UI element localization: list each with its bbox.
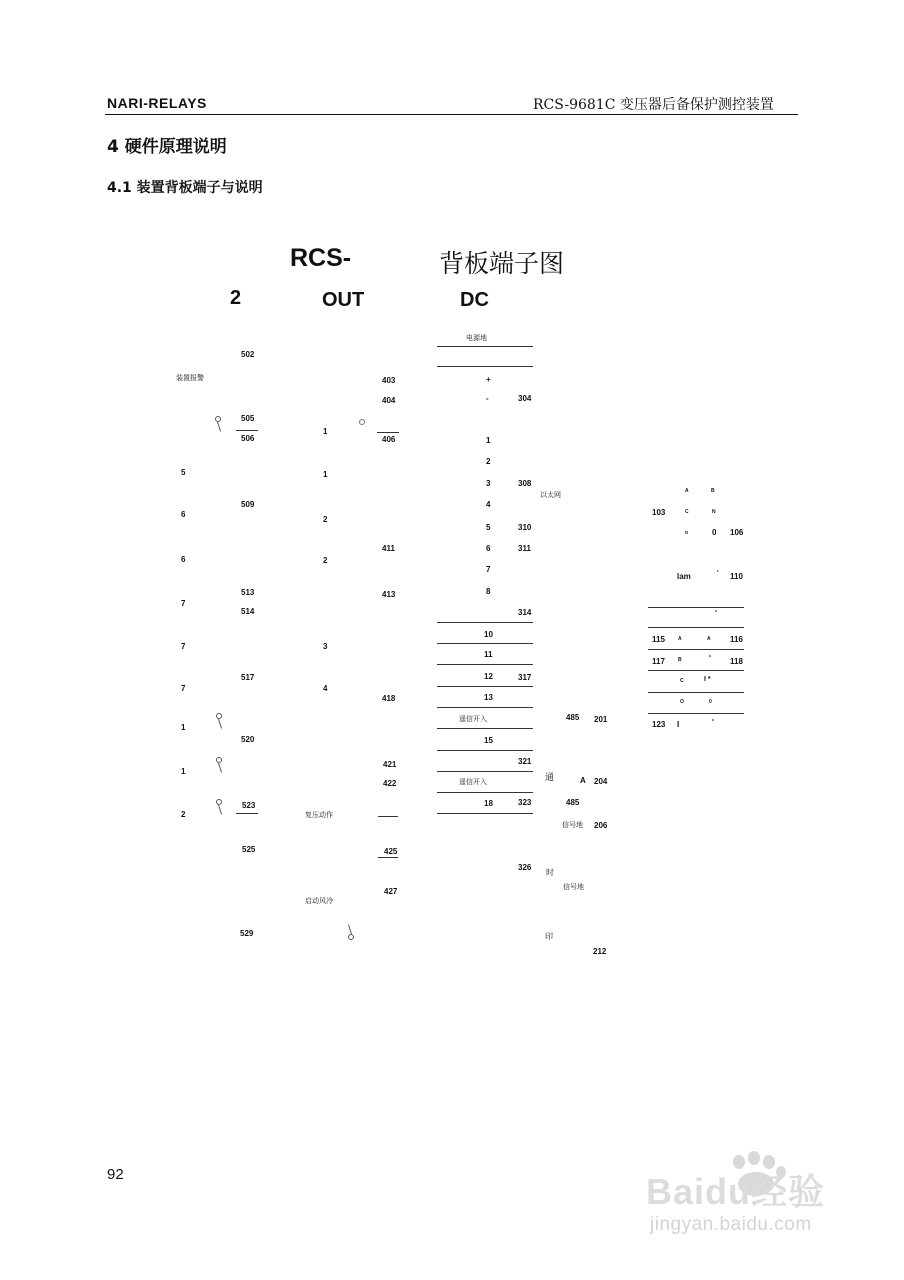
row-number: 3 — [486, 479, 491, 488]
contact-circle-icon — [359, 419, 365, 425]
terminal-label: 204 — [594, 777, 608, 786]
col-header-left: 2 — [230, 287, 242, 309]
label-comm: 通 — [545, 773, 555, 783]
terminal-label: 505 — [241, 414, 255, 423]
small-label: ' — [717, 570, 719, 577]
row-number: 5 — [486, 523, 491, 532]
small-label: 0 — [712, 528, 717, 537]
label-signal-ground: 信号地 — [563, 883, 584, 891]
row-number: 4 — [486, 500, 491, 509]
separator-line — [437, 643, 533, 644]
separator-line — [437, 750, 533, 751]
row-number: 7 — [181, 599, 186, 608]
row-number: 1 — [181, 767, 186, 776]
separator-line — [437, 622, 533, 623]
label-signal-ground: 信号地 — [562, 821, 583, 829]
terminal-label: 326 — [518, 863, 532, 872]
separator-line — [648, 607, 744, 608]
row-number: 10 — [484, 630, 493, 639]
row-number: 1 — [323, 427, 328, 436]
terminal-label: 310 — [518, 523, 532, 532]
col-header-right: DC — [460, 289, 489, 311]
diagram-title-left: RCS- — [290, 244, 352, 272]
small-label: I * — [704, 676, 711, 683]
label-print: 印 — [545, 932, 553, 941]
separator-line — [648, 713, 744, 714]
row-number: 3 — [323, 642, 328, 651]
terminal-label: 529 — [240, 929, 254, 938]
terminal-label: 304 — [518, 394, 532, 403]
small-label: B — [678, 657, 682, 663]
small-label: I — [677, 720, 680, 729]
page-number: 92 — [107, 1166, 124, 1183]
separator-line — [377, 432, 399, 433]
watermark-url: jingyan.baidu.com — [650, 1214, 812, 1235]
terminal-label: 321 — [518, 757, 532, 766]
terminal-label: 103 — [652, 508, 666, 517]
row-number: 12 — [484, 672, 493, 681]
diagram-title-right: 背板端子图 — [439, 249, 565, 278]
small-label: O — [680, 699, 684, 705]
separator-line — [437, 792, 533, 793]
label-start-fan: 启动风冷 — [305, 897, 333, 905]
row-number: 1 — [486, 436, 491, 445]
terminal-label: 506 — [241, 434, 255, 443]
row-number: 7 — [486, 565, 491, 574]
terminal-label: 117 — [652, 657, 665, 666]
label-device-alarm: 装置报警 — [176, 374, 204, 382]
row-number: 2 — [181, 810, 186, 819]
separator-line — [648, 670, 744, 671]
dc-plus-label: + — [486, 375, 491, 384]
label-remote-input: 遥信开入 — [459, 715, 487, 723]
terminal-label: 502 — [241, 350, 255, 359]
col-header-middle: OUT — [322, 289, 365, 311]
separator-line — [437, 728, 533, 729]
row-number: 6 — [181, 510, 186, 519]
header-rule — [105, 114, 798, 115]
row-number: 15 — [484, 736, 493, 745]
separator-line — [437, 346, 533, 347]
separator-line — [437, 707, 533, 708]
terminal-label: 406 — [382, 435, 396, 444]
terminal-label: 520 — [241, 735, 255, 744]
terminal-label: 115 — [652, 635, 665, 644]
header-brand: NARI-RELAYS — [107, 95, 207, 111]
row-number: 2 — [486, 457, 491, 466]
terminal-label: 110 — [730, 572, 743, 581]
separator-line — [437, 813, 533, 814]
terminal-label: 517 — [241, 673, 255, 682]
separator-line — [437, 771, 533, 772]
small-label: * — [712, 719, 714, 725]
separator-line — [648, 692, 744, 693]
row-number: 13 — [484, 693, 493, 702]
rs485-label: 485 — [566, 713, 580, 722]
watermark-logo — [644, 1150, 844, 1220]
dc-minus-label: - — [486, 394, 489, 403]
terminal-label: 323 — [518, 798, 532, 807]
label-time: 时 — [546, 868, 554, 877]
terminal-label: 427 — [384, 887, 398, 896]
terminal-label: 421 — [383, 760, 397, 769]
small-label: N — [712, 509, 716, 515]
terminal-label: 314 — [518, 608, 532, 617]
terminal-label: 311 — [518, 544, 531, 553]
terminal-label: 308 — [518, 479, 532, 488]
terminal-A-label: A — [580, 776, 586, 785]
terminal-label: 413 — [382, 590, 396, 599]
terminal-label: 118 — [730, 657, 743, 666]
small-label: 0 — [709, 699, 712, 705]
row-number: 1 — [181, 723, 186, 732]
terminal-label: 514 — [241, 607, 255, 616]
separator-line — [236, 430, 258, 431]
small-label: B — [711, 488, 715, 494]
label-voltage-action: 复压动作 — [305, 811, 333, 819]
separator-line — [648, 627, 744, 628]
row-number: 7 — [181, 684, 186, 693]
label-remote-input: 遥信开入 — [459, 778, 487, 786]
row-number: 2 — [323, 556, 328, 565]
chapter-title: 4 硬件原理说明 — [107, 137, 227, 157]
small-label: A — [678, 636, 682, 642]
separator-line — [236, 813, 258, 814]
row-number: 6 — [486, 544, 491, 553]
separator-line — [648, 649, 744, 650]
small-label: * — [709, 655, 711, 661]
row-number: 11 — [484, 650, 493, 659]
terminal-label: 206 — [594, 821, 608, 830]
label-ethernet: 以太网 — [540, 491, 561, 499]
row-number: 8 — [486, 587, 491, 596]
row-number: 6 — [181, 555, 186, 564]
small-label: C — [685, 509, 689, 515]
terminal-label: 403 — [382, 376, 396, 385]
row-number: 7 — [181, 642, 186, 651]
header-doc-title: RCS-9681C 变压器后备保护测控装置 — [533, 97, 774, 113]
label-lam: lam — [677, 572, 691, 581]
terminal-label: 509 — [241, 500, 255, 509]
row-number: 18 — [484, 799, 493, 808]
separator-line — [378, 816, 398, 817]
terminal-label: 422 — [383, 779, 397, 788]
terminal-label: 523 — [242, 801, 256, 810]
terminal-label: 317 — [518, 673, 532, 682]
terminal-label: 106 — [730, 528, 744, 537]
separator-line — [378, 857, 398, 858]
row-number: 4 — [323, 684, 328, 693]
small-label: A — [685, 488, 689, 494]
separator-line — [437, 366, 533, 367]
terminal-label: 425 — [384, 847, 398, 856]
terminal-label: 123 — [652, 720, 666, 729]
terminal-label: 418 — [382, 694, 396, 703]
terminal-label: 116 — [730, 635, 743, 644]
terminal-label: 513 — [241, 588, 255, 597]
small-label: o — [685, 530, 689, 536]
row-number: 5 — [181, 468, 186, 477]
terminal-label: 404 — [382, 396, 396, 405]
separator-line — [437, 664, 533, 665]
terminal-label: 525 — [242, 845, 256, 854]
small-label: A — [707, 636, 711, 642]
terminal-label: 411 — [382, 544, 395, 553]
section-title: 4.1 装置背板端子与说明 — [107, 180, 263, 196]
row-number: 2 — [323, 515, 328, 524]
terminal-label: 201 — [594, 715, 608, 724]
small-label: C — [680, 678, 684, 684]
terminal-label: 212 — [593, 947, 607, 956]
rs485-label: 485 — [566, 798, 580, 807]
watermark-brand: Baidu经验 — [646, 1171, 826, 1212]
row-number: 1 — [323, 470, 328, 479]
separator-line — [437, 686, 533, 687]
small-label: * — [715, 610, 717, 616]
label-power-ground: 电源地 — [466, 334, 487, 342]
